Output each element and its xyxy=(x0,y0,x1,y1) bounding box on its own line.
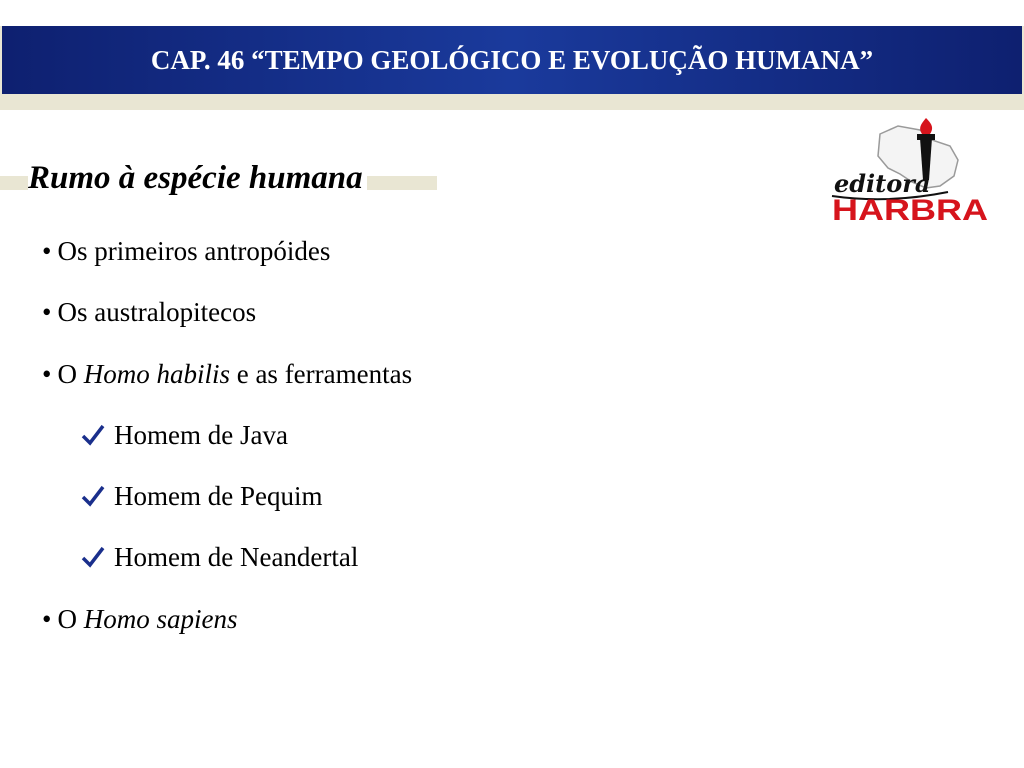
sub-list-item: Homem de Pequim xyxy=(80,479,322,513)
list-item: • Os primeiros antropóides xyxy=(42,236,331,266)
logo-brand-text: HARBRA xyxy=(832,194,988,226)
sub-list-item: Homem de Java xyxy=(80,418,288,452)
harbra-logo xyxy=(828,116,996,226)
sub-list-item: Homem de Neandertal xyxy=(80,540,358,574)
check-icon xyxy=(80,422,106,448)
slide-title: CAP. 46 “TEMPO GEOLÓGICO E EVOLUÇÃO HUMANA” xyxy=(2,26,1022,94)
check-icon xyxy=(80,483,106,509)
logo-script-text: editora xyxy=(834,169,931,198)
list-item: • O Homo habilis e as ferramentas xyxy=(42,359,413,389)
check-icon xyxy=(80,544,106,570)
list-item: • Os australopitecos xyxy=(42,297,257,327)
list-item: • O Homo sapiens xyxy=(42,604,238,634)
section-title: Rumo à espécie humana xyxy=(28,158,367,198)
